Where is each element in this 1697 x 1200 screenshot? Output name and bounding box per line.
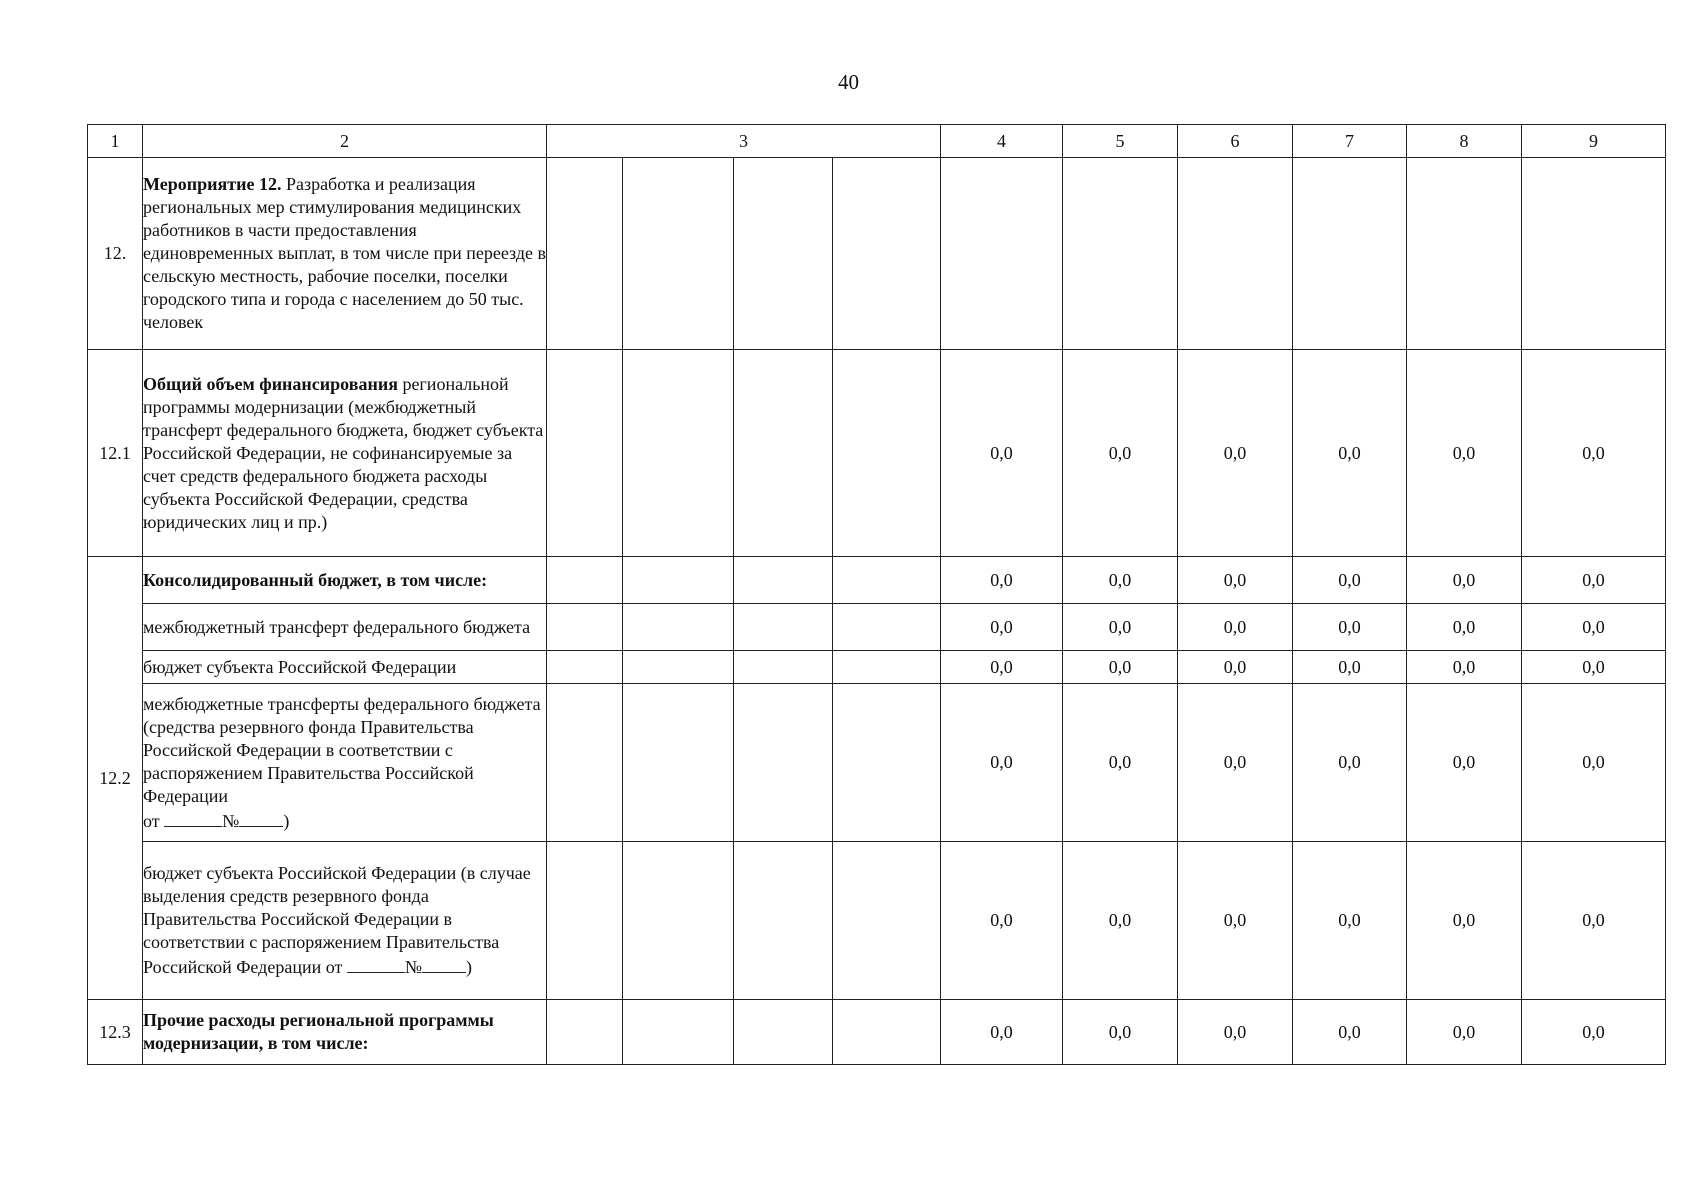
empty-cell <box>734 842 833 1000</box>
header-col-7: 7 <box>1293 125 1407 158</box>
from-label: от <box>321 957 347 977</box>
value-cell: 0,0 <box>1063 651 1178 684</box>
value-cell: 0,0 <box>1407 684 1522 842</box>
empty-cell <box>547 158 623 350</box>
empty-cell <box>833 1000 941 1065</box>
value-cell: 0,0 <box>1522 1000 1666 1065</box>
value-cell: 0,0 <box>1063 1000 1178 1065</box>
table-row-12-2-reserve-transfers <box>88 684 1666 842</box>
row-description <box>143 350 547 557</box>
table-row-12-2-subject-budget <box>88 651 1666 684</box>
empty-cell <box>547 1000 623 1065</box>
empty-cell <box>623 604 734 651</box>
activity-title: Мероприятие 12. <box>143 174 282 194</box>
reserve-transfers-text: межбюджетные трансферты федерального бюджета (средства резервного фонда Правительства Российской Федерации в соответствии с распоряжением Правительства Российской Федерации <box>143 693 541 806</box>
value-cell: 0,0 <box>1063 604 1178 651</box>
value-cell: 0,0 <box>941 684 1063 842</box>
row-description: межбюджетный трансферт федерального бюджета <box>143 604 547 651</box>
empty-cell <box>1293 158 1407 350</box>
value-cell: 0,0 <box>941 842 1063 1000</box>
value-cell: 0,0 <box>1293 684 1407 842</box>
value-cell: 0,0 <box>1178 350 1293 557</box>
value-cell: 0,0 <box>1178 1000 1293 1065</box>
value-cell: 0,0 <box>941 604 1063 651</box>
empty-cell <box>734 557 833 604</box>
value-cell: 0,0 <box>1522 842 1666 1000</box>
value-cell: 0,0 <box>1407 604 1522 651</box>
row-description <box>143 684 547 842</box>
table-row-12-1 <box>88 350 1666 557</box>
value-cell: 0,0 <box>1407 842 1522 1000</box>
header-col-6: 6 <box>1178 125 1293 158</box>
table-row-12-2-federal-transfer <box>88 604 1666 651</box>
header-col-3: 3 <box>547 125 941 158</box>
empty-cell <box>623 842 734 1000</box>
empty-cell <box>1063 158 1178 350</box>
header-col-8: 8 <box>1407 125 1522 158</box>
date-blank-line <box>347 954 405 973</box>
row-description <box>143 1000 547 1065</box>
financing-table <box>87 124 1666 1065</box>
total-financing-text: региональной программы модернизации (межбюджетный трансферт федерального бюджета, бюджет субъекта Российской Федерации, не софинансируемые за счет средств федерального бюджета расходы субъекта Российской Федерации, средства юридических лиц и пр.) <box>143 373 544 532</box>
subject-reserve-text: бюджет субъекта Российской Федерации (в случае выделения средств резервного фонда Правительства Российской Федерации в соответствии с распоряжением Правительства Российской Федерации <box>143 863 531 977</box>
value-cell: 0,0 <box>1407 557 1522 604</box>
value-cell: 0,0 <box>941 1000 1063 1065</box>
value-cell: 0,0 <box>1522 651 1666 684</box>
empty-cell <box>833 557 941 604</box>
number-sign: № <box>404 957 423 977</box>
value-cell: 0,0 <box>1178 842 1293 1000</box>
from-label: от <box>143 810 165 831</box>
empty-cell <box>1407 158 1522 350</box>
value-cell: 0,0 <box>1063 557 1178 604</box>
header-col-2: 2 <box>143 125 547 158</box>
empty-cell <box>623 350 734 557</box>
empty-cell <box>623 684 734 842</box>
value-cell: 0,0 <box>1178 684 1293 842</box>
empty-cell <box>833 842 941 1000</box>
value-cell: 0,0 <box>941 350 1063 557</box>
row-description <box>143 557 547 604</box>
value-cell: 0,0 <box>1063 842 1178 1000</box>
closing-paren: ) <box>466 957 473 977</box>
consolidated-budget-title: Консолидированный бюджет, в том числе: <box>143 570 488 590</box>
empty-cell <box>833 604 941 651</box>
empty-cell <box>833 350 941 557</box>
empty-cell <box>734 651 833 684</box>
header-col-5: 5 <box>1063 125 1178 158</box>
value-cell: 0,0 <box>1407 651 1522 684</box>
date-blank-line <box>164 808 222 827</box>
total-financing-title: Общий объем финансирования <box>143 373 398 394</box>
empty-cell <box>623 1000 734 1065</box>
empty-cell <box>833 684 941 842</box>
table-row-12-2-consolidated <box>88 557 1666 604</box>
empty-cell <box>833 158 941 350</box>
table-row-12-2-subject-reserve <box>88 842 1666 1000</box>
number-sign: № <box>222 810 240 831</box>
row-description <box>143 842 547 1000</box>
empty-cell <box>623 651 734 684</box>
value-cell: 0,0 <box>1178 604 1293 651</box>
value-cell: 0,0 <box>1293 350 1407 557</box>
empty-cell <box>623 158 734 350</box>
value-cell: 0,0 <box>941 557 1063 604</box>
empty-cell <box>547 604 623 651</box>
empty-cell <box>623 557 734 604</box>
value-cell: 0,0 <box>1063 350 1178 557</box>
value-cell: 0,0 <box>1522 684 1666 842</box>
number-blank-line <box>239 808 283 827</box>
value-cell: 0,0 <box>1522 350 1666 557</box>
header-row <box>88 125 1666 158</box>
value-cell: 0,0 <box>1063 684 1178 842</box>
empty-cell <box>547 842 623 1000</box>
row-number: 12.1 <box>88 350 143 557</box>
value-cell: 0,0 <box>1293 557 1407 604</box>
empty-cell <box>547 557 623 604</box>
activity-text: Разработка и реализация региональных мер стимулирования медицинских работников в части предоставления единовременных выплат, в том числе при переезде в сельскую местность, рабочие поселки, поселки городского типа и города с населением до 50 тыс. человек <box>143 174 546 332</box>
row-number: 12. <box>88 158 143 350</box>
header-col-9: 9 <box>1522 125 1666 158</box>
value-cell: 0,0 <box>1407 1000 1522 1065</box>
table-row-12 <box>88 158 1666 350</box>
value-cell: 0,0 <box>1522 604 1666 651</box>
header-col-4: 4 <box>941 125 1063 158</box>
row-description <box>143 158 547 350</box>
page-number: 40 <box>838 70 859 94</box>
value-cell: 0,0 <box>1293 604 1407 651</box>
empty-cell <box>734 604 833 651</box>
row-description: бюджет субъекта Российской Федерации <box>143 651 547 684</box>
empty-cell <box>547 350 623 557</box>
value-cell: 0,0 <box>1522 557 1666 604</box>
empty-cell <box>547 651 623 684</box>
empty-cell <box>734 684 833 842</box>
empty-cell <box>1522 158 1666 350</box>
value-cell: 0,0 <box>1407 350 1522 557</box>
empty-cell <box>734 1000 833 1065</box>
value-cell: 0,0 <box>1178 557 1293 604</box>
value-cell: 0,0 <box>1293 651 1407 684</box>
empty-cell <box>941 158 1063 350</box>
table-row-12-3 <box>88 1000 1666 1065</box>
value-cell: 0,0 <box>1178 651 1293 684</box>
number-blank-line <box>422 954 466 973</box>
empty-cell <box>833 651 941 684</box>
value-cell: 0,0 <box>1293 842 1407 1000</box>
empty-cell <box>547 684 623 842</box>
closing-paren: ) <box>283 810 290 831</box>
other-expenses-title: Прочие расходы региональной программы модернизации, в том числе: <box>143 1010 494 1053</box>
row-number: 12.3 <box>88 1000 143 1065</box>
empty-cell <box>734 158 833 350</box>
header-col-1: 1 <box>88 125 143 158</box>
empty-cell <box>1178 158 1293 350</box>
value-cell: 0,0 <box>941 651 1063 684</box>
empty-cell <box>734 350 833 557</box>
value-cell: 0,0 <box>1293 1000 1407 1065</box>
row-number: 12.2 <box>88 557 143 1000</box>
